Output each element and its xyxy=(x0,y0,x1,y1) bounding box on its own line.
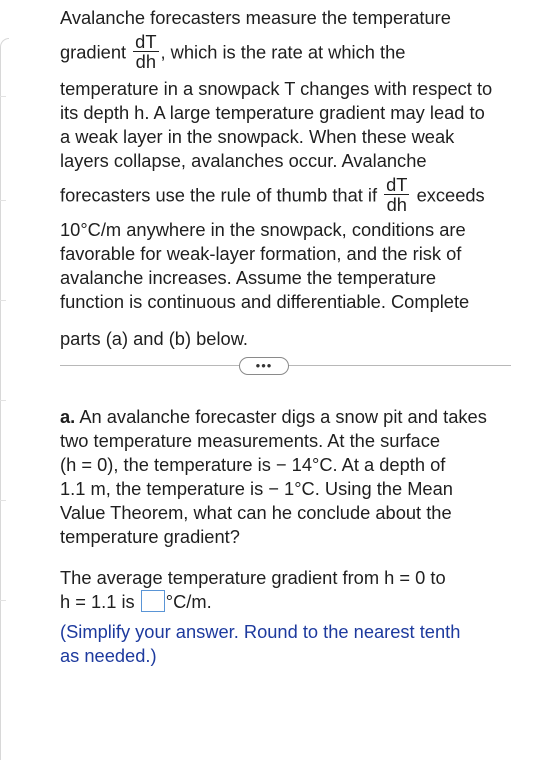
part-a-section xyxy=(60,405,511,549)
part-a-label: a. xyxy=(60,406,76,427)
part-a-line xyxy=(60,405,511,429)
part-a-line: Value Theorem, what can he conclude about the xyxy=(60,502,452,523)
problem-line: avalanche increases. Assume the temperature xyxy=(60,267,436,288)
answer-hint: as needed.) xyxy=(60,645,157,666)
problem-line: function is continuous and differentiable. Complete xyxy=(60,291,470,312)
problem-line-rule xyxy=(60,174,511,216)
edge-tick xyxy=(0,500,6,501)
problem-statement xyxy=(60,0,511,349)
after-fraction-text: , which is the rate at which the xyxy=(160,41,406,63)
part-a-text: An avalanche forecaster digs a snow pit and takes xyxy=(79,406,487,427)
clipped-line-container xyxy=(60,314,511,349)
part-a-line: (h = 0), the temperature is − 14°C. At a depth of xyxy=(60,454,446,475)
problem-line-gradient xyxy=(60,31,511,73)
problem-line: favorable for weak-layer formation, and the risk of xyxy=(60,243,462,264)
problem-line: a weak layer in the snowpack. When these weak xyxy=(60,126,455,147)
answer-line: The average temperature gradient from h = 0 to xyxy=(60,567,446,588)
fraction-numerator: dT xyxy=(386,174,408,195)
gradient-word: gradient xyxy=(60,41,127,63)
answer-input-box[interactable] xyxy=(141,590,165,612)
problem-line: 10°C/m anywhere in the snowpack, conditions are xyxy=(60,219,466,240)
fraction-numerator: dT xyxy=(135,31,157,52)
side-panel-edge xyxy=(0,38,9,760)
derivative-fraction xyxy=(384,175,409,214)
answer-prefix: h = 1.1 is xyxy=(60,591,135,612)
problem-line: Avalanche forecasters measure the temperature xyxy=(60,7,451,28)
problem-line: layers collapse, avalanches occur. Avalanche xyxy=(60,150,427,171)
answer-section xyxy=(60,566,511,668)
answer-unit: °C/m. xyxy=(165,591,212,612)
edge-tick xyxy=(0,600,6,601)
part-a-line: two temperature measurements. At the surface xyxy=(60,430,441,451)
part-a-line: temperature gradient? xyxy=(60,526,240,547)
rule-text: forecasters use the rule of thumb that if xyxy=(60,184,378,206)
answer-hint: (Simplify your answer. Round to the nearest tenth xyxy=(60,621,461,642)
edge-tick xyxy=(0,96,6,97)
part-a-line: 1.1 m, the temperature is − 1°C. Using the Mean xyxy=(60,478,453,499)
exceeds-text: exceeds xyxy=(416,184,485,206)
edge-tick xyxy=(0,300,6,301)
problem-line: temperature in a snowpack T changes with respect to xyxy=(60,78,493,99)
answer-line-input xyxy=(60,590,511,614)
problem-line: its depth h. A large temperature gradient may lead to xyxy=(60,102,485,123)
edge-tick xyxy=(0,400,6,401)
fraction-denominator: dh xyxy=(133,51,158,71)
fraction-denominator: dh xyxy=(384,194,409,214)
problem-line-clipped: parts (a) and (b) below. xyxy=(60,328,248,349)
expand-more-button[interactable]: ••• xyxy=(239,357,289,375)
edge-tick xyxy=(0,200,6,201)
derivative-fraction xyxy=(133,32,158,71)
